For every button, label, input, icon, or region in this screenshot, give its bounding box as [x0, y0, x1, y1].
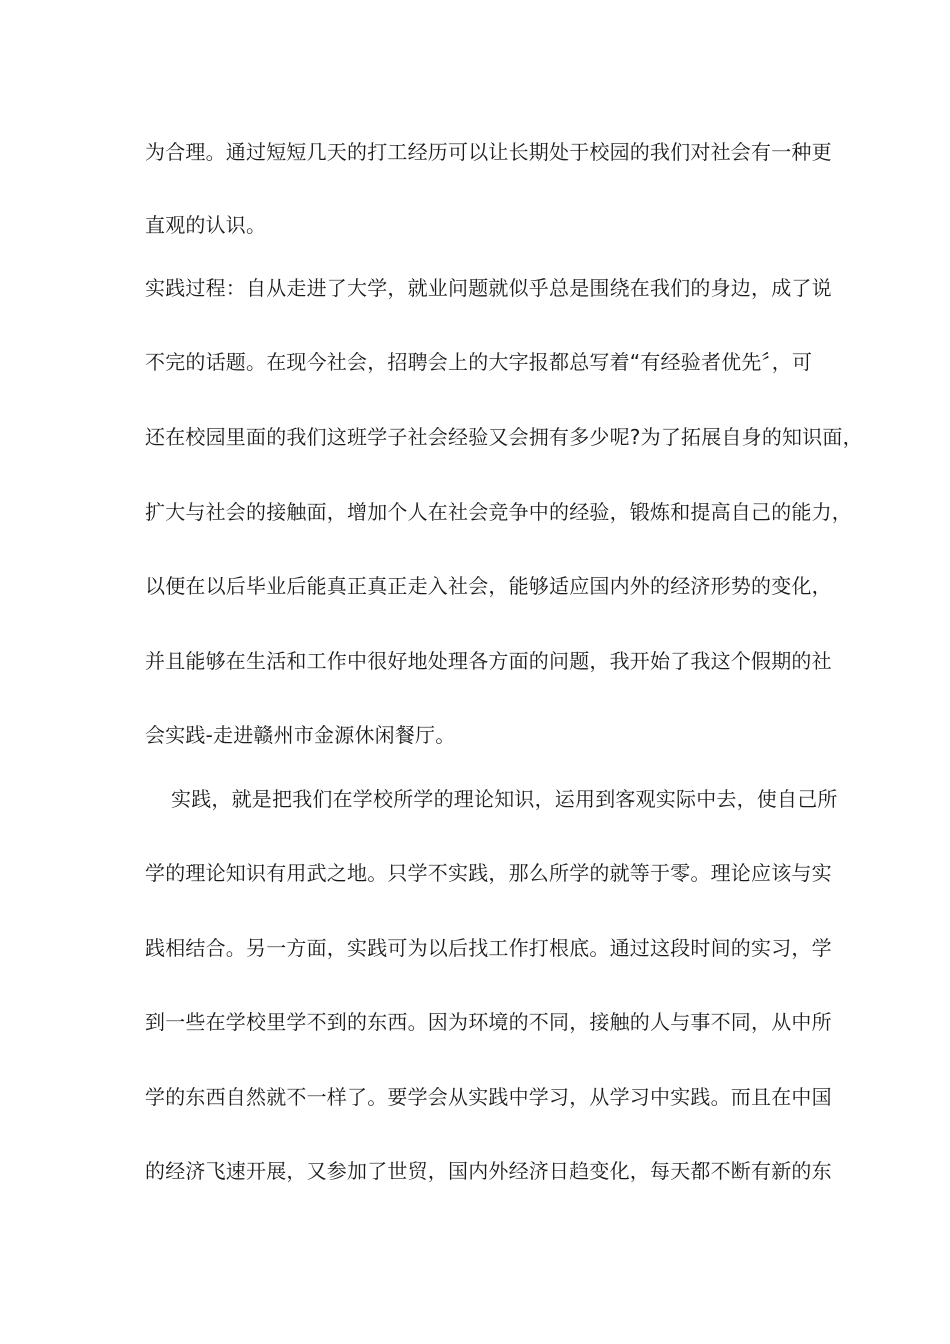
text-line: 会实践-走进赣州市金源休闲餐厅。 — [145, 723, 456, 747]
text-line: 到一些在学校里学不到的东西。因为环境的不同，接触的人与事不同，从中所 — [145, 1010, 832, 1034]
text-line: 学的东西自然就不一样了。要学会从实践中学习，从学习中实践。而且在中国 — [145, 1085, 832, 1109]
text-line: 践相结合。另一方面，实践可为以后找工作打根底。通过这段时间的实习，学 — [145, 936, 832, 960]
text-line: 学的理论知识有用武之地。只学不实践，那么所学的就等于零。理论应该与实 — [145, 861, 832, 885]
text-line: 为合理。通过短短几天的打工经历可以让长期处于校园的我们对社会有一种更 — [145, 140, 832, 164]
text-line: 扩大与社会的接触面，增加个人在社会竞争中的经验，锻炼和提高自己的能力， — [145, 500, 852, 524]
text-line: 直观的认识。 — [145, 213, 267, 237]
text-line: 实践过程：自从走进了大学，就业问题就似乎总是围绕在我们的身边，成了说 — [145, 276, 832, 300]
text-line: 以便在以后毕业后能真正真正走入社会，能够适应国内外的经济形势的变化， — [145, 574, 832, 598]
text-line: 并且能够在生活和工作中很好地处理各方面的问题，我开始了我这个假期的社 — [145, 649, 832, 673]
text-line: 不完的话题。在现今社会，招聘会上的大字报都总写着“有经验者优先〞，可 — [145, 350, 813, 374]
text-line: 的经济飞速开展，又参加了世贸，国内外经济日趋变化，每天都不断有新的东 — [145, 1159, 832, 1183]
text-line: 还在校园里面的我们这班学子社会经验又会拥有多少呢?为了拓展自身的知识面， — [145, 425, 863, 449]
paragraph-first-line: 实践，就是把我们在学校所学的理论知识，运用到客观实际中去，使自己所 — [171, 787, 838, 811]
